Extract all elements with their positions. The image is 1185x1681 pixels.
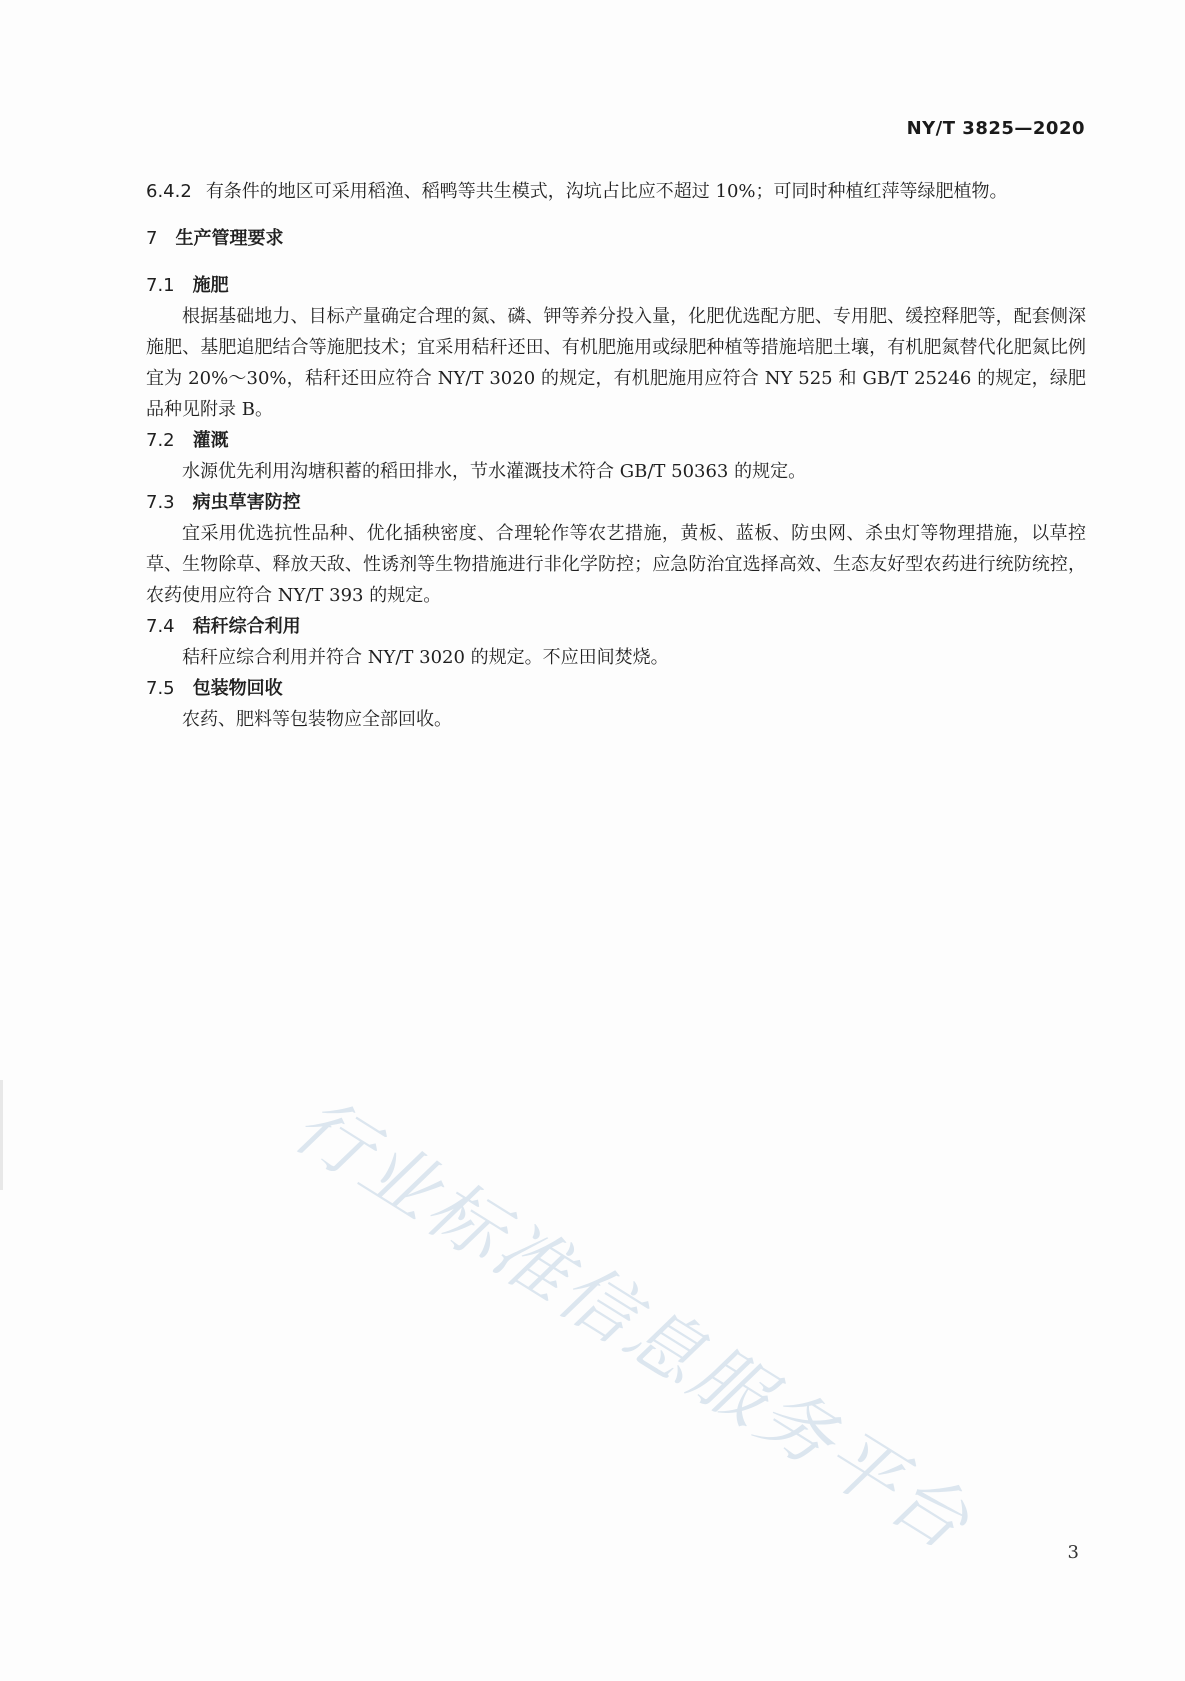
scan-edge-mark (0, 1080, 3, 1190)
section-7-1-heading (146, 270, 1086, 301)
section-7-1-text: 根据基础地力、目标产量确定合理的氮、磷、钾等养分投入量，化肥优选配方肥、专用肥、缓控释肥等，配套侧深施肥、基肥追肥结合等施肥技术；宜采用秸秆还田、有机肥施用或绿肥种植等措施培肥土壤，有机肥氮替代化肥氮比例宜为 20%～30%，秸秆还田应符合 NY/T 3020 的规定，有机肥施用应符合 NY 525 和 GB/T 25246 的规定，绿肥品种见附录 B。 (146, 306, 1086, 420)
section-title: 施肥 (192, 275, 229, 296)
section-7-2-text: 水源优先利用沟塘积蓄的稻田排水，节水灌溉技术符合 GB/T 50363 的规定。 (182, 461, 807, 482)
section-title: 病虫草害防控 (192, 492, 301, 513)
section-title: 秸秆综合利用 (192, 616, 301, 637)
section-title: 灌溉 (192, 430, 229, 451)
section-title: 生产管理要求 (175, 228, 284, 249)
section-title: 包装物回收 (192, 678, 283, 699)
section-7-3-text: 宜采用优选抗性品种、优化插秧密度、合理轮作等农艺措施，黄板、蓝板、防虫网、杀虫灯等物理措施，以草控草、生物除草、释放天敌、性诱剂等生物措施进行非化学防控；应急防治宜选择高效、生态友好型农药进行统防统控，农药使用应符合 NY/T 393 的规定。 (146, 523, 1086, 606)
document-body (146, 176, 1086, 735)
section-number: 7.5 (146, 678, 175, 699)
section-7-4-text: 秸秆应综合利用并符合 NY/T 3020 的规定。不应田间焚烧。 (182, 647, 669, 668)
section-7-5-heading (146, 673, 1086, 704)
page-number: 3 (1067, 1542, 1079, 1563)
clause-text: 有条件的地区可采用稻渔、稻鸭等共生模式，沟坑占比应不超过 10%；可同时种植红萍等绿肥植物。 (205, 181, 1008, 202)
standard-code-header: NY/T 3825—2020 (906, 118, 1085, 139)
section-7-5-text: 农药、肥料等包装物应全部回收。 (182, 709, 452, 730)
section-7-3-heading (146, 487, 1086, 518)
section-7-heading (146, 223, 1086, 254)
clause-number: 6.4.2 (146, 181, 192, 202)
clause-6-4-2 (146, 176, 1086, 207)
section-number: 7.3 (146, 492, 175, 513)
watermark: 行业标准信息服务平台 (279, 1081, 987, 1568)
section-number: 7.4 (146, 616, 175, 637)
section-7-2-heading (146, 425, 1086, 456)
section-7-4-heading (146, 611, 1086, 642)
section-number: 7.2 (146, 430, 175, 451)
section-number: 7.1 (146, 275, 175, 296)
section-number: 7 (146, 228, 158, 249)
